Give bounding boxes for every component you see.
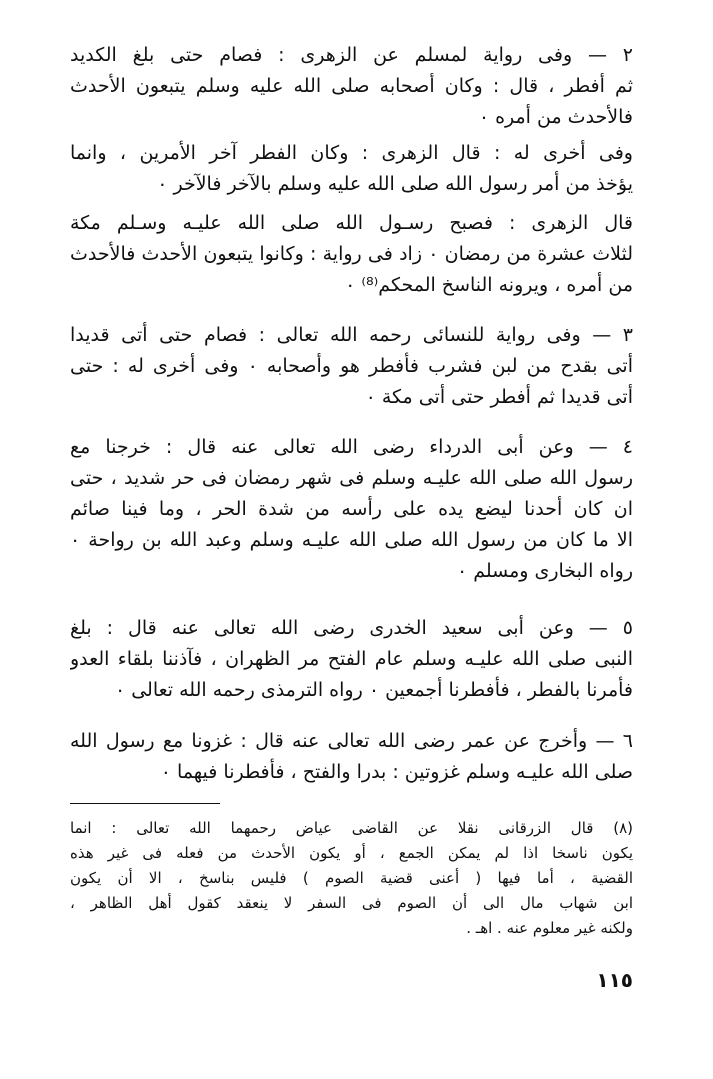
footnote-8 — [70, 816, 633, 941]
text-line: ان كان أحدنا ليضع يده على رأسه من شدة الحر ، وما فينا صائم — [70, 498, 633, 520]
text-line: فالأحدث من أمره ٠ — [478, 106, 633, 128]
page-number: ١١٥ — [596, 968, 633, 992]
book-page — [70, 30, 633, 1079]
text-line: ثم أفطر ، قال : وكان أصحابه صلى الله عليه وسلم يتبعون الأحدث — [70, 75, 633, 97]
text-line: وفى أخرى له : قال الزهرى : وكان الفطر آخر الأمرين ، وانما — [70, 142, 633, 164]
footnote-divider — [70, 803, 220, 804]
text-line: لثلاث عشرة من رمضان ٠ زاد فى رواية : وكانوا يتبعون الأحدث فالأحدث — [70, 243, 633, 265]
text-line: ٤ — وعن أبى الدرداء رضى الله تعالى عنه قال : خرجنا مع — [70, 436, 633, 458]
footnote-line: (٨) قال الزرقانى نقلا عن القاضى عياض رحمهما الله تعالى : انما — [70, 819, 633, 837]
text-line: أتى قديدا ثم أفطر حتى أتى مكة ٠ — [365, 386, 633, 408]
text-line: ٥ — وعن أبى سعيد الخدرى رضى الله تعالى عنه قال : بلغ — [70, 617, 633, 639]
paragraph-6 — [70, 726, 633, 788]
text-line: ٦ — وأخرج عن عمر رضى الله تعالى عنه قال : غزونا مع رسول الله — [70, 730, 633, 752]
footnote-line: يكون ناسخا اذا لم يمكن الجمع ، أو يكون الأحدث من فعله فى غير هذه — [70, 844, 633, 862]
text-line: فأمرنا بالفطر ، فأفطرنا أجمعين ٠ رواه الترمذى رحمه الله تعالى ٠ — [114, 679, 633, 701]
text-line: الا ما كان من رسول الله صلى الله عليـه وسلم وعبد الله بن رواحة ٠ — [70, 529, 633, 551]
paragraph-5 — [70, 613, 633, 706]
text-line: ٢ — وفى رواية لمسلم عن الزهرى : فصام حتى بلغ الكديد — [70, 44, 633, 66]
paragraph-3 — [70, 320, 633, 413]
text-line: أتى بقدح من لبن فشرب فأفطر هو وأصحابه ٠ وفى أخرى له : حتى — [70, 355, 633, 377]
text-line: صلى الله عليـه وسلم غزوتين : بدرا والفتح ، فأفطرنا فيهما ٠ — [160, 761, 633, 783]
text-line: رواه البخارى ومسلم ٠ — [456, 560, 633, 582]
text-line: ٣ — وفى رواية للنسائى رحمه الله تعالى : فصام حتى أتى قديدا — [70, 324, 633, 346]
footnote-line: ولكنه غير معلوم عنه . اهـ . — [466, 919, 633, 937]
footnote-line: القضية ، أما فيها ( أعنى قضية الصوم ) فليس بناسخ ، الا أن يكون — [70, 869, 633, 887]
text-line: يؤخذ من أمر رسول الله صلى الله عليه وسلم بالآخر فالآخر ٠ — [157, 173, 633, 195]
paragraph-4 — [70, 432, 633, 587]
text-line: النبى صلى الله عليـه وسلم عام الفتح مر الظهران ، فآذننا بلقاء العدو — [70, 648, 633, 670]
text-line: من أمره ، ويرونه الناسخ المحكم⁽⁸⁾ ٠ — [345, 274, 633, 296]
text-line: رسول الله صلى الله عليـه وسلم فى شهر رمضان فى حر شديد ، حتى — [70, 467, 633, 489]
footnote-line: ابن شهاب مال الى أن الصوم فى السفر لا ينعقد كقول أهل الظاهر ، — [70, 894, 633, 912]
paragraph-2-second-narration — [70, 138, 633, 200]
text-line: قال الزهرى : فصبح رسـول الله صلى الله عليـه وسـلم مكة — [70, 212, 633, 234]
paragraph-2-zuhri-narration — [70, 208, 633, 301]
paragraph-2 — [70, 40, 633, 133]
